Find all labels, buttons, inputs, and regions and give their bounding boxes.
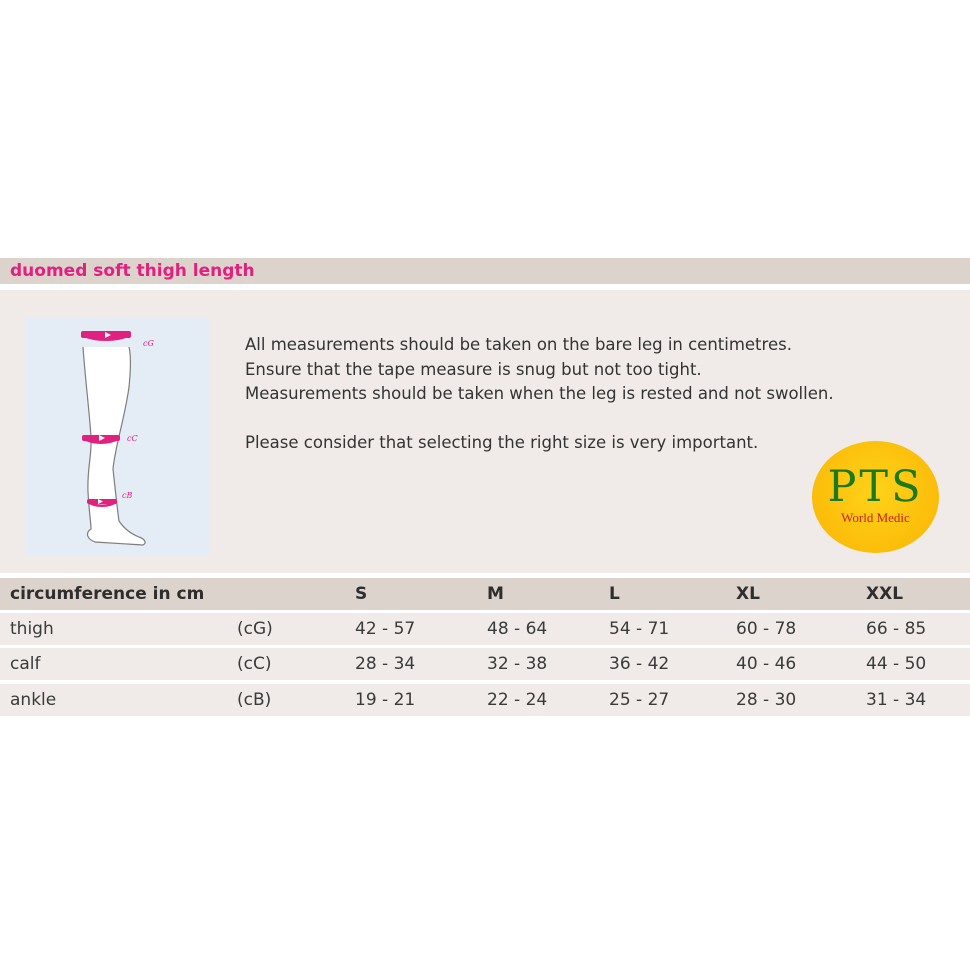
instruction-line: All measurements should be taken on the bare leg in centimetres.: [245, 335, 792, 354]
table-row: [0, 684, 970, 716]
cell-xxl: 31 - 34: [866, 690, 927, 710]
logo-main-text: PTS: [827, 462, 924, 512]
logo-sub-text: World Medic: [841, 510, 910, 525]
row-name: ankle: [10, 690, 57, 710]
row-code: (cG): [237, 619, 273, 639]
title-bar: [0, 258, 970, 284]
header-label: circumference in cm: [10, 584, 205, 604]
cell-s: 28 - 34: [355, 654, 416, 674]
header-size-m: M: [487, 584, 504, 604]
cell-xl: 60 - 78: [736, 619, 797, 639]
ankle-measure-marker: [87, 499, 117, 506]
instruction-line: Ensure that the tape measure is snug but not too tight.: [245, 359, 702, 379]
instruction-line: Please consider that selecting the right size is very important.: [245, 432, 759, 452]
cell-m: 32 - 38: [487, 654, 548, 674]
header-size-xl: XL: [736, 584, 760, 604]
label-cG: cG: [143, 339, 154, 348]
cell-l: 54 - 71: [609, 619, 670, 639]
cell-xl: 40 - 46: [736, 654, 797, 674]
cell-s: 19 - 21: [355, 690, 416, 710]
info-panel: [0, 290, 970, 573]
calf-measure-marker: [82, 435, 120, 443]
pts-logo: [812, 441, 939, 553]
row-code: (cB): [237, 690, 272, 710]
thigh-measure-marker: [81, 331, 131, 340]
table-row: [0, 648, 970, 680]
label-cC: cC: [127, 434, 138, 443]
measurement-instructions: [245, 333, 834, 455]
page-title: duomed soft thigh length: [10, 261, 255, 281]
row-code: (cC): [237, 654, 272, 674]
cell-xl: 28 - 30: [736, 690, 797, 710]
header-size-xxl: XXL: [866, 584, 904, 604]
cell-l: 36 - 42: [609, 654, 670, 674]
header-size-s: S: [355, 584, 368, 604]
leg-outline: [83, 347, 145, 545]
cell-xxl: 44 - 50: [866, 654, 927, 674]
cell-m: 48 - 64: [487, 619, 548, 639]
leg-measurement-diagram: [25, 317, 210, 555]
table-row: [0, 613, 970, 645]
cell-xxl: 66 - 85: [866, 619, 927, 639]
cell-l: 25 - 27: [609, 690, 670, 710]
size-table-header: [0, 578, 970, 610]
row-name: calf: [10, 654, 41, 674]
instruction-line: Measurements should be taken when the leg is rested and not swollen.: [245, 384, 834, 403]
header-size-l: L: [609, 584, 620, 604]
leg-illustration: [25, 317, 210, 555]
cell-m: 22 - 24: [487, 690, 548, 710]
label-cB: cB: [122, 491, 133, 500]
row-name: thigh: [10, 619, 54, 639]
cell-s: 42 - 57: [355, 619, 416, 639]
